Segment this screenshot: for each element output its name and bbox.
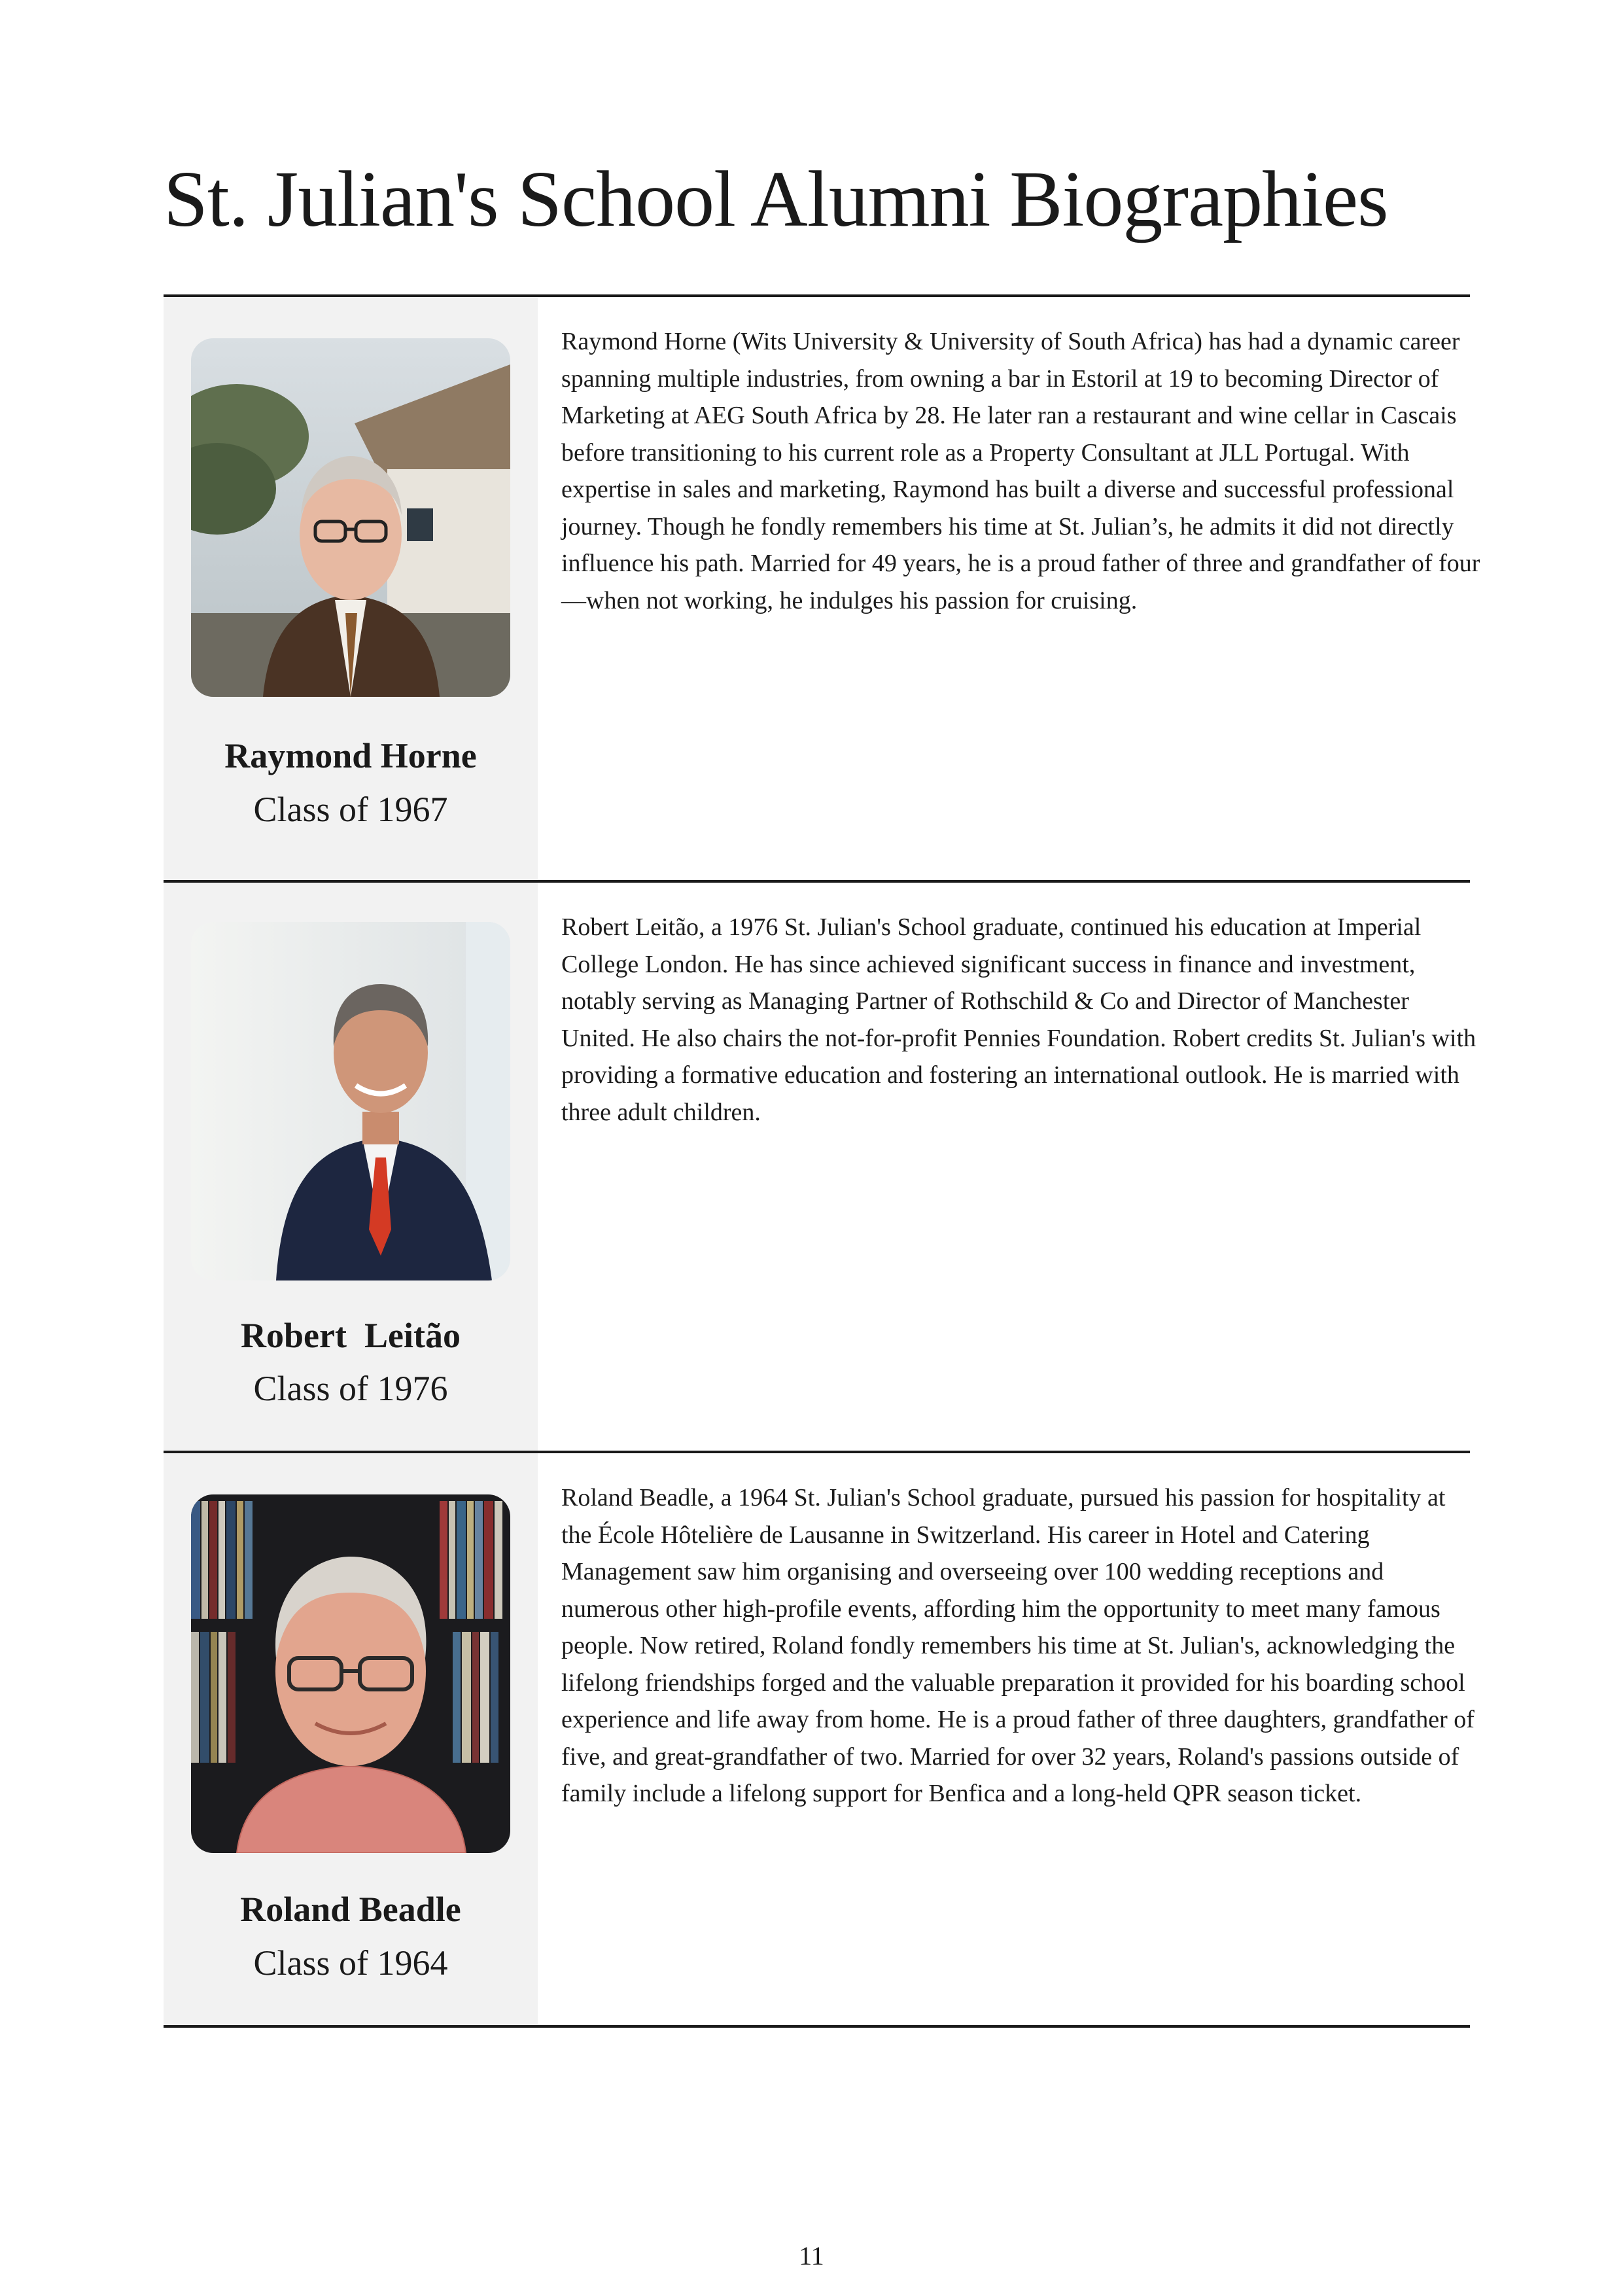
alumni-class-year: Class of 1976 (253, 1369, 448, 1408)
alumni-entry-roland-beadle (164, 1453, 1475, 2025)
alumni-name: Robert Leitão (241, 1316, 461, 1355)
alumni-class-year: Class of 1964 (253, 1943, 448, 1983)
page-number: 11 (799, 2241, 824, 2270)
alumni-entry-raymond-horne (164, 297, 1480, 881)
page-title: St. Julian's School Alumni Biographies (164, 155, 1388, 243)
alumni-name: Raymond Horne (224, 736, 477, 775)
alumni-entry-robert-leitao (164, 883, 1476, 1452)
alumni-class-year: Class of 1967 (253, 790, 448, 829)
divider-bottom (164, 2025, 1470, 2028)
alumni-bio: Roland Beadle, a 1964 St. Julian's School graduate, pursued his passion for hospitality at the École Hôtelière de Lausanne in Switzerland. His career in Hotel and Catering Management saw him organising and overseeing over 100 wedding receptions and numerous other high-profile events, affording him the opportunity to meet many famous people. Now retired, Roland fondly remembers his time at St. Julian's, acknowledging the lifelong friendships forged and the valuable preparation it provided for his boarding school experience and life away from home. He is a proud father of three daughters, grandfather of five, and great-grandfather of two. Married for over 32 years, Roland's passions outside of family include a lifelong support for Benfica and a long-held QPR season ticket. (561, 1484, 1475, 1807)
alumni-photo (191, 922, 510, 1280)
alumni-bio: Raymond Horne (Wits University & University of South Africa) has had a dynamic career spanning multiple industries, from owning a bar in Estoril at 19 to becoming Director of Marketing at AEG South Africa by 28. He later ran a restaurant and wine cellar in Cascais before transitioning to his current role as a Property Consultant at JLL Portugal. With expertise in sales and marketing, Raymond has built a diverse and successful professional journey. Though he fondly remembers his time at St. Julian’s, he admits it did not directly influence his path. Married for 49 years, he is a proud father of three and grandfather of four—when not working, he indulges his passion for cruising. (561, 328, 1480, 614)
alumni-photo (191, 1494, 510, 1853)
alumni-name: Roland Beadle (240, 1890, 461, 1929)
alumni-photo (191, 338, 510, 697)
alumni-bio: Robert Leitão, a 1976 St. Julian's School graduate, continued his education at Imperial College London. He has since achieved significant success in finance and investment, notably serving as Managing Partner of Rothschild & Co and Director of Manchester United. He also chairs the not-for-profit Pennies Foundation. Robert credits St. Julian's with providing a formative education and fostering an international outlook. He is married with three adult children. (561, 913, 1476, 1126)
